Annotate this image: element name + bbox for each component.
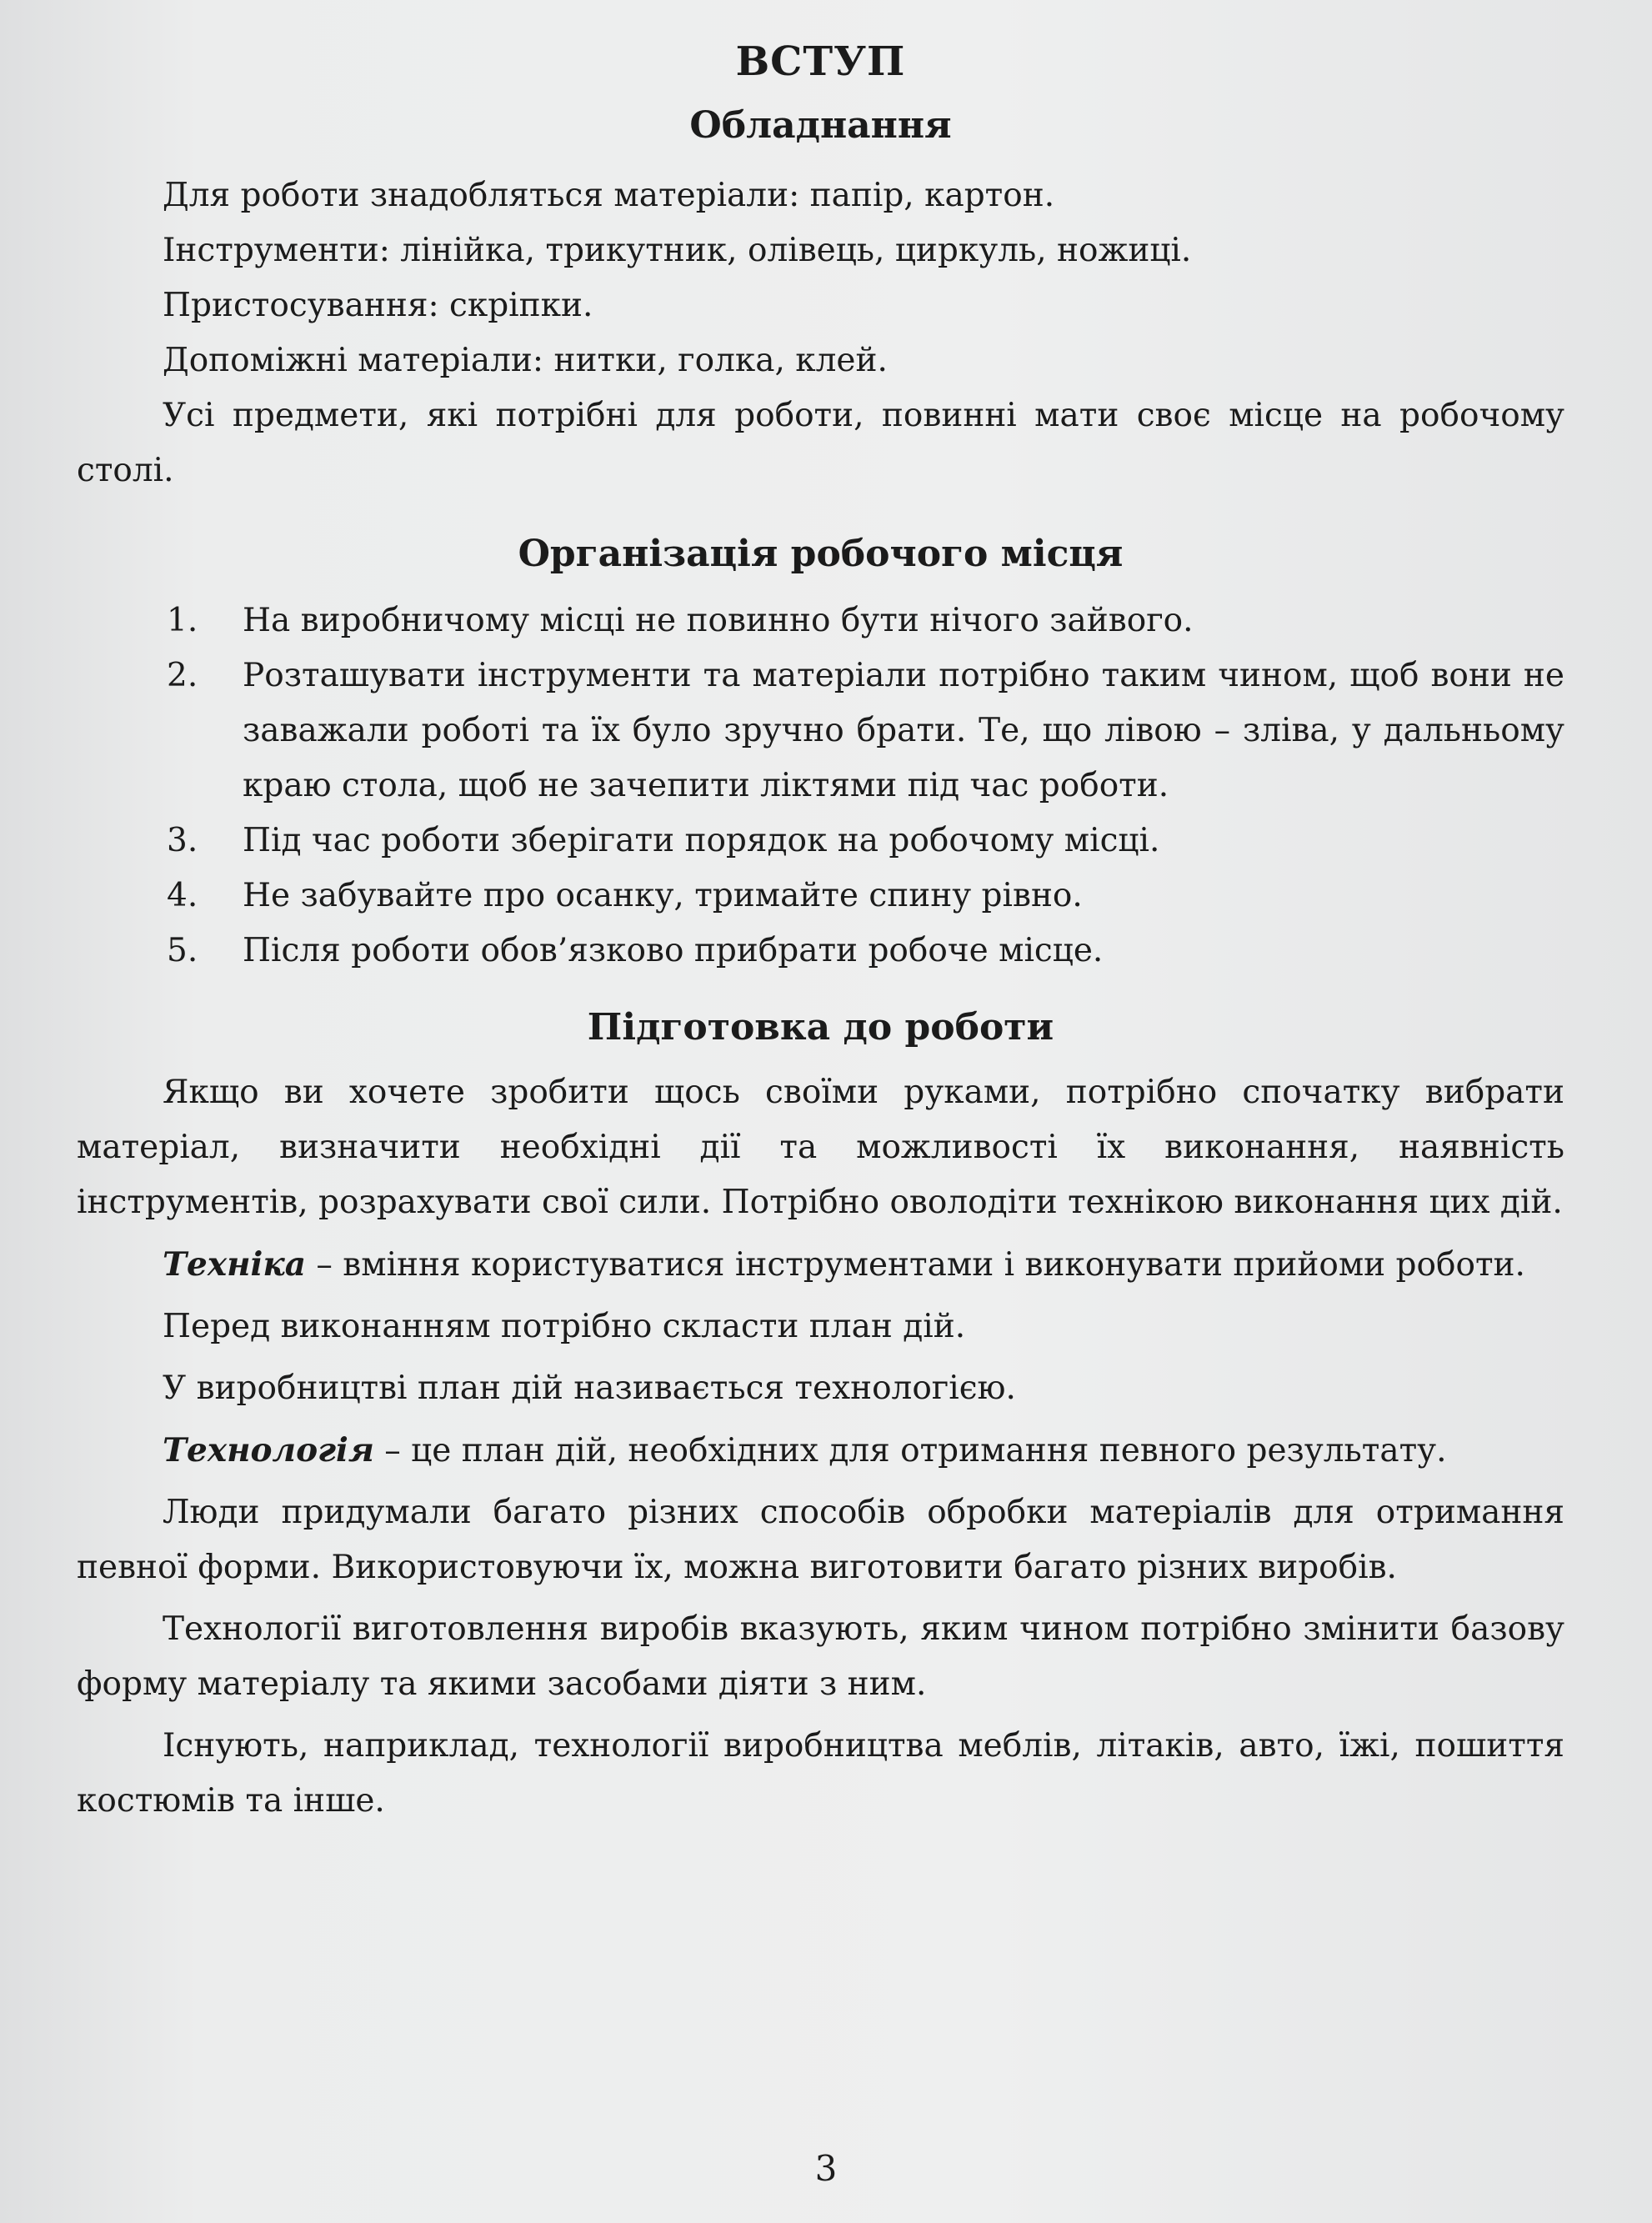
equipment-placement: Усі предмети, які потрібні для роботи, повинні мати своє місце на робочому столі. — [77, 397, 1564, 489]
list-item-text: Розташувати інструменти та матеріали потрібно таким чином, щоб вони не заважали роботі та їх було зручно брати. Те, що лівою – зліва, у дальньому краю стола, щоб не зачепити ліктями під час роботи. — [243, 657, 1564, 804]
list-item — [77, 814, 1564, 869]
technique-text: – вміння користуватися інструментами і виконувати прийоми роботи. — [306, 1246, 1525, 1284]
equipment-heading: Обладнання — [689, 104, 952, 147]
list-item-number: 2. — [167, 657, 198, 694]
list-item — [77, 924, 1564, 979]
list-item — [77, 593, 1564, 648]
page-content — [77, 25, 1564, 1829]
list-item-text: Після роботи обов’язково прибрати робоче місце. — [243, 932, 1104, 969]
equipment-materials: Для роботи знадобляться матеріали: папір, картон. — [163, 177, 1055, 214]
list-item-number: 4. — [167, 877, 198, 914]
technology-examples-paragraph: Існують, наприклад, технології виробництва меблів, літаків, авто, їжі, пошиття костюмів та інше. — [77, 1727, 1564, 1820]
list-item — [77, 648, 1564, 814]
list-item-text: Під час роботи зберігати порядок на робочому місці. — [243, 822, 1160, 859]
chapter-title: ВСТУП — [735, 38, 906, 85]
list-item-number: 5. — [167, 932, 198, 969]
technique-term: Техніка — [163, 1245, 306, 1284]
equipment-fixtures: Пристосування: скріпки. — [163, 287, 593, 324]
list-item — [77, 869, 1564, 924]
technology-purpose-paragraph: Технології виготовлення виробів вказують, яким чином потрібно змінити базову форму матеріалу та якими засобами діяти з ним. — [77, 1610, 1564, 1703]
preparation-heading: Підготовка до роботи — [587, 1006, 1054, 1049]
list-item-number: 3. — [167, 822, 198, 859]
plan-sentence: Перед виконанням потрібно скласти план дій. — [163, 1308, 966, 1345]
technology-sentence: У виробництві план дій називається технологією. — [163, 1369, 1016, 1407]
technology-definition — [77, 1423, 1564, 1479]
technology-text: – це план дій, необхідних для отримання певного результату. — [373, 1432, 1447, 1469]
preparation-intro: Якщо ви хочете зробити щось своїми руками, потрібно спочатку вибрати матеріал, визначити необхідні дії та можливості їх виконання, наявність інструментів, розрахувати свої сили. Потрібно оволодіти технікою виконання цих дій. — [77, 1074, 1564, 1221]
list-item-text: На виробничому місці не повинно бути нічого зайвого. — [243, 602, 1194, 639]
list-item-text: Не забувайте про осанку, тримайте спину рівно. — [243, 877, 1083, 914]
page-number: 3 — [814, 2148, 838, 2189]
list-item-number: 1. — [167, 602, 198, 639]
technology-term: Технологія — [163, 1431, 374, 1469]
technique-definition — [77, 1237, 1564, 1293]
processing-methods-paragraph: Люди придумали багато різних способів обробки матеріалів для отримання певної форми. Використовуючи їх, можна виготовити багато різних виробів. — [77, 1494, 1564, 1586]
workplace-heading: Організація робочого місця — [518, 533, 1124, 575]
equipment-tools: Інструменти: лінійка, трикутник, олівець, циркуль, ножиці. — [163, 232, 1192, 269]
workplace-rules-list — [77, 593, 1564, 979]
equipment-auxiliary: Допоміжні матеріали: нитки, голка, клей. — [163, 342, 888, 379]
